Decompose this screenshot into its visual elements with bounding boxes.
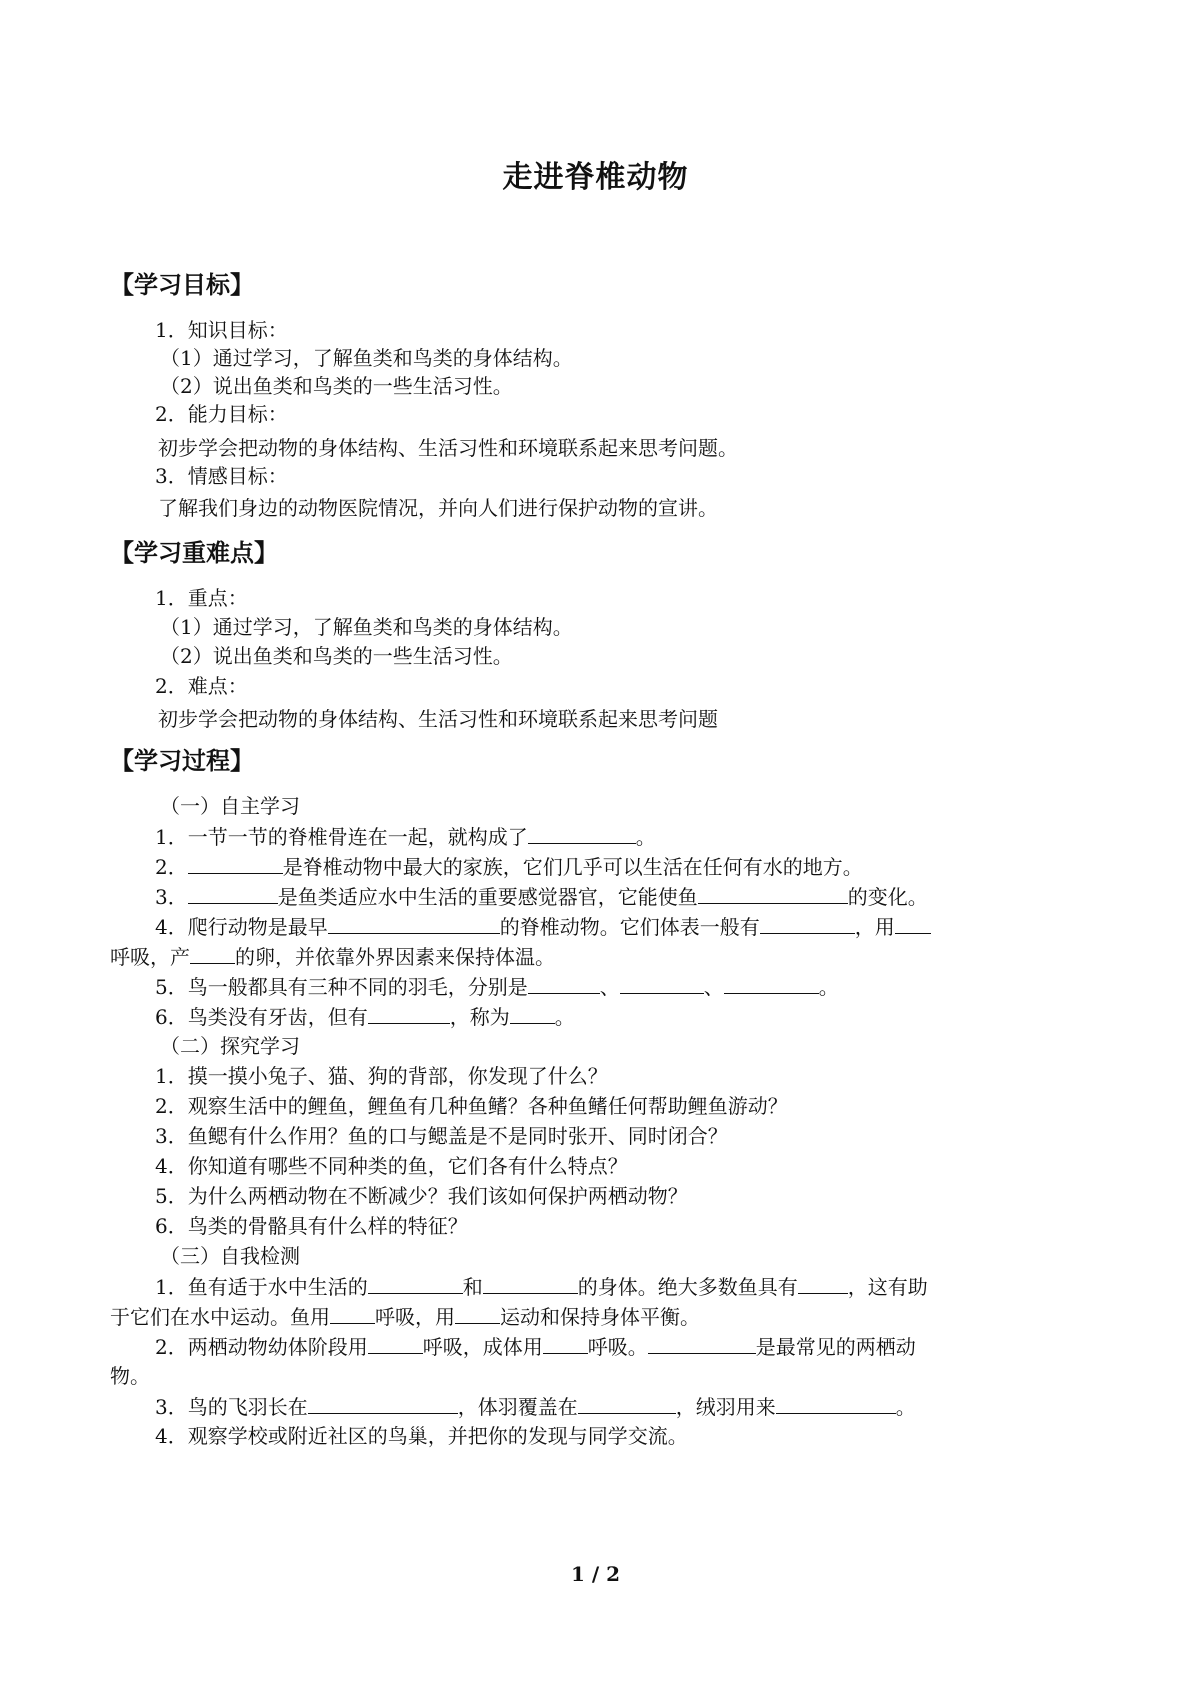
inquiry-q2: 2．观察生活中的鲤鱼，鲤鱼有几种鱼鳍？各种鱼鳍任何帮助鲤鱼游动？ (155, 1094, 788, 1118)
fill-blank[interactable] (308, 1391, 458, 1414)
inquiry-q3: 3．鱼鳃有什么作用？鱼的口与鳃盖是不是同时张开、同时闭合？ (155, 1124, 728, 1148)
fill-blank[interactable] (190, 941, 235, 964)
self-study-label: （一）自主学习 (160, 794, 300, 818)
self-study-q2: 2． 是脊椎动物中最大的家族，它们几乎可以生活在任何有水的地方。 (155, 851, 863, 882)
self-study-q5: 5．鸟一般都具有三种不同的羽毛，分别是 、 、 。 (155, 971, 839, 1002)
inquiry-q6: 6．鸟类的骨骼具有什么样的特征？ (155, 1214, 468, 1238)
self-check-q2-cont: 物。 (110, 1364, 150, 1388)
fill-blank[interactable] (528, 821, 636, 844)
fill-blank[interactable] (188, 881, 278, 904)
heading-keypoints: 【学习重难点】 (110, 539, 278, 567)
goals-line-5: 初步学会把动物的身体结构、生活习性和环境联系起来思考问题。 (158, 436, 738, 460)
inquiry-q4: 4．你知道有哪些不同种类的鱼，它们各有什么特点？ (155, 1154, 628, 1178)
goals-line-6: 3．情感目标： (155, 464, 288, 488)
self-study-q6: 6．鸟类没有牙齿，但有 ，称为 。 (155, 1001, 575, 1032)
fill-blank[interactable] (368, 1331, 423, 1354)
fill-blank[interactable] (776, 1391, 896, 1414)
goals-line-2: （1）通过学习，了解鱼类和鸟类的身体结构。 (160, 346, 573, 370)
heading-process: 【学习过程】 (110, 747, 254, 775)
fill-blank[interactable] (724, 971, 819, 994)
goals-line-4: 2．能力目标： (155, 402, 288, 426)
page-title: 走进脊椎动物 (502, 160, 689, 195)
self-check-q3: 3．鸟的飞羽长在 ，体羽覆盖在 ，绒羽用来 。 (155, 1391, 916, 1422)
fill-blank[interactable] (483, 1271, 578, 1294)
self-check-label: （三）自我检测 (160, 1244, 300, 1268)
fill-blank[interactable] (510, 1001, 555, 1024)
keypoints-line-3: （2）说出鱼类和鸟类的一些生活习性。 (160, 644, 513, 668)
fill-blank[interactable] (648, 1331, 756, 1354)
keypoints-line-5: 初步学会把动物的身体结构、生活习性和环境联系起来思考问题 (158, 707, 718, 731)
fill-blank[interactable] (528, 971, 600, 994)
heading-goals: 【学习目标】 (110, 271, 254, 299)
self-check-q2: 2．两栖动物幼体阶段用 呼吸，成体用 呼吸。 是最常见的两栖动 (155, 1331, 916, 1362)
fill-blank[interactable] (188, 851, 283, 874)
self-study-q4-cont: 呼吸，产 的卵，并依靠外界因素来保持体温。 (110, 941, 555, 972)
fill-blank[interactable] (698, 881, 848, 904)
fill-blank[interactable] (543, 1331, 588, 1354)
fill-blank[interactable] (760, 911, 855, 934)
self-study-q4: 4．爬行动物是最早 的脊椎动物。它们体表一般有 ，用 (155, 911, 931, 942)
self-study-q3: 3． 是鱼类适应水中生活的重要感觉器官，它能使鱼 的变化。 (155, 881, 928, 912)
inquiry-q1: 1．摸一摸小兔子、猫、狗的背部，你发现了什么？ (155, 1064, 608, 1088)
fill-blank[interactable] (578, 1391, 676, 1414)
self-check-q1: 1．鱼有适于水中生活的 和 的身体。绝大多数鱼具有 ，这有助 (155, 1271, 928, 1302)
keypoints-line-1: 1．重点： (155, 586, 248, 610)
keypoints-line-4: 2．难点： (155, 674, 248, 698)
fill-blank[interactable] (368, 1271, 463, 1294)
keypoints-line-2: （1）通过学习，了解鱼类和鸟类的身体结构。 (160, 615, 573, 639)
fill-blank[interactable] (328, 911, 500, 934)
fill-blank[interactable] (620, 971, 704, 994)
page-number: 1 / 2 (570, 1562, 621, 1586)
fill-blank[interactable] (895, 911, 931, 934)
fill-blank[interactable] (455, 1301, 500, 1324)
fill-blank[interactable] (330, 1301, 375, 1324)
goals-line-3: （2）说出鱼类和鸟类的一些生活习性。 (160, 374, 513, 398)
fill-blank[interactable] (368, 1001, 450, 1024)
self-study-q1: 1．一节一节的脊椎骨连在一起，就构成了 。 (155, 821, 656, 852)
self-check-q4: 4．观察学校或附近社区的鸟巢，并把你的发现与同学交流。 (155, 1424, 688, 1448)
fill-blank[interactable] (798, 1271, 848, 1294)
inquiry-q5: 5．为什么两栖动物在不断减少？我们该如何保护两栖动物？ (155, 1184, 688, 1208)
goals-line-7: 了解我们身边的动物医院情况，并向人们进行保护动物的宣讲。 (158, 496, 718, 520)
self-check-q1-cont: 于它们在水中运动。鱼用 呼吸，用 运动和保持身体平衡。 (110, 1301, 700, 1332)
goals-line-1: 1．知识目标： (155, 318, 288, 342)
inquiry-label: （二）探究学习 (160, 1034, 300, 1058)
